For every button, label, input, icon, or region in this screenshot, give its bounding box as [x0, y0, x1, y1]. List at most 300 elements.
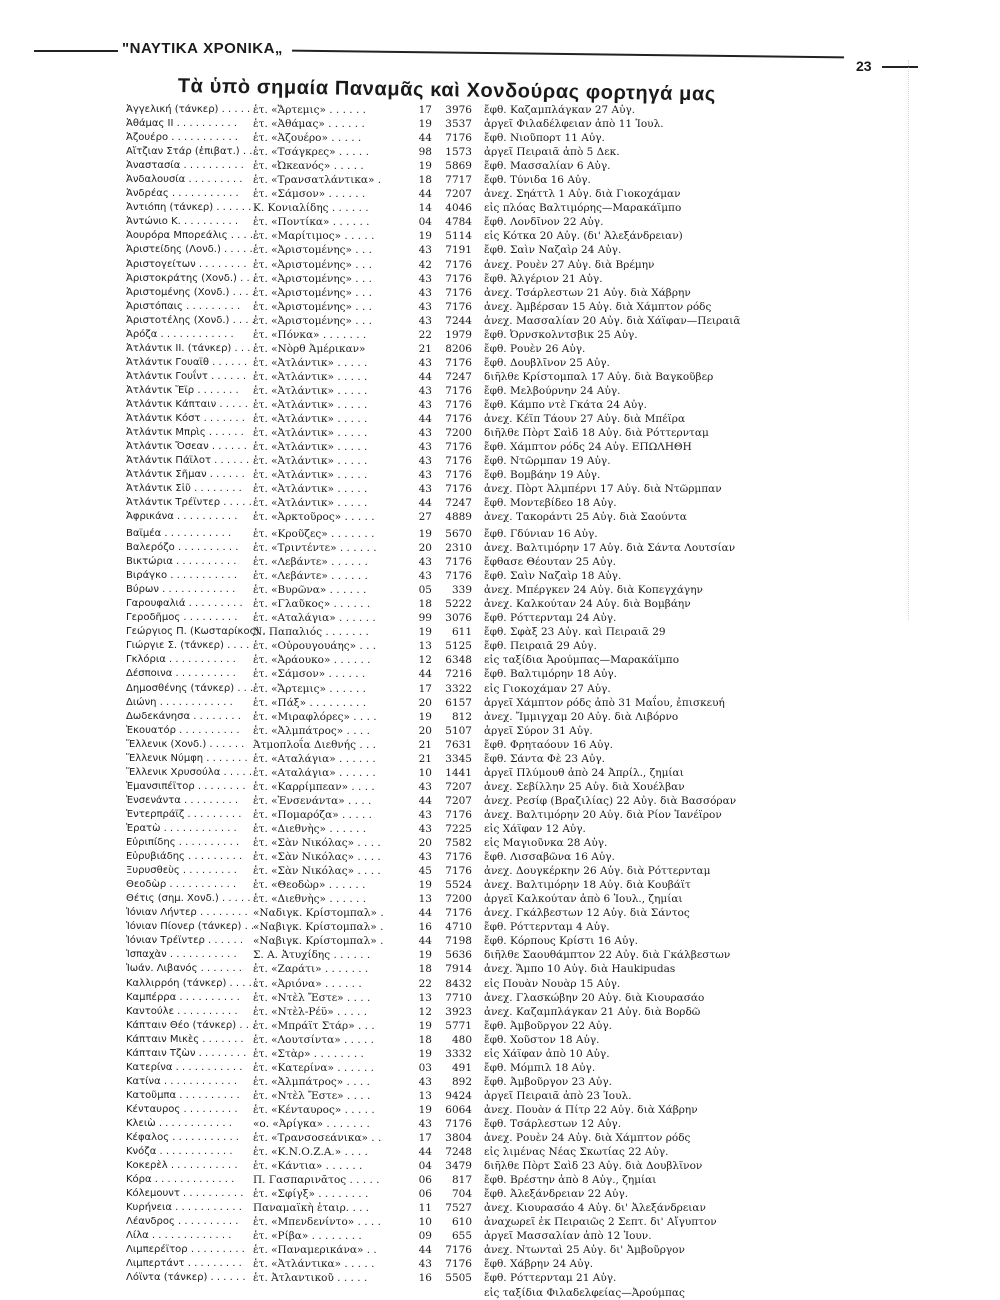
vessel-tonnage: 892 [451, 1075, 472, 1088]
vessel-status: ἔφθ. Σαὶν Ναζαὶρ 24 Αὐγ. [484, 244, 622, 257]
vessel-built: 43 [418, 427, 432, 440]
vessel-tonnage: 817 [451, 1174, 472, 1187]
vessel-row [0, 426, 1000, 440]
vessel-name: Λιμπερέϊτορ . . . . . . . . . [126, 1244, 245, 1256]
vessel-status: ἔφθ. Κάμπο ντὲ Γκάτα 24 Αὐγ. [484, 398, 647, 411]
vessel-status: ἔφθ. Πειραιᾶ 29 Αὐγ. [484, 640, 597, 653]
vessel-owner: ἑτ. «Ἀτλάντικ» . . . . . [253, 441, 368, 454]
vessel-row [0, 1061, 1000, 1075]
vessel-built: 45 [418, 865, 432, 878]
vessel-row [0, 328, 1000, 342]
vessel-name: Ἀτλάντικ Κόστ . . . . . . . [126, 413, 245, 425]
vessel-built: 04 [418, 216, 432, 229]
vessel-row [0, 934, 1000, 948]
vessel-built: 43 [418, 272, 432, 285]
vessel-built: 43 [418, 1117, 432, 1130]
vessel-tonnage: 4784 [445, 216, 472, 229]
vessel-status: ἔφθ. Σαὶν Ναζαὶρ 18 Αὐγ. [484, 570, 622, 583]
vessel-built: 19 [418, 949, 432, 962]
vessel-name: Κοκερὲλ . . . . . . . . . . . [126, 1160, 238, 1172]
vessel-name: Αἴτζιαν Στάρ (ἐπιβατ.) . . . [126, 146, 259, 158]
vessel-built: 43 [418, 469, 432, 482]
vessel-tonnage: 7198 [445, 935, 472, 948]
vessel-tonnage: 4710 [445, 921, 472, 934]
vessel-name: Καντούλε . . . . . . . . . . [126, 1005, 238, 1017]
vessel-row [0, 258, 1000, 272]
vessel-tonnage: 5869 [445, 160, 472, 173]
vessel-built: 43 [418, 356, 432, 369]
vessel-tonnage: 3804 [445, 1132, 472, 1145]
vessel-row [0, 569, 1000, 583]
vessel-owner: ἑτ. «Ἀτλάντικ» . . . . . [253, 497, 368, 510]
vessel-owner: ἑτ. «Ἀτλάντικ» . . . . . [253, 413, 368, 426]
vessel-tonnage: 7176 [445, 441, 472, 454]
vessel-status: ἔφθ. Ἀλγέριον 21 Αὐγ. [484, 272, 603, 285]
vessel-owner: ἑτ. «Ἐνσενάντα» . . . . [253, 794, 372, 807]
vessel-tonnage: 5222 [445, 598, 472, 611]
vessel-status: ἀργεῖ Πειραιᾶ ἀπὸ 5 Δεκ. [484, 146, 620, 159]
vessel-status: ἔφθ. Τύνιδα 16 Αὐγ. [484, 174, 591, 187]
vessel-status: εἰς Κότκα 20 Αὐγ. (δι' Ἀλεξάνδρειαν) [484, 230, 683, 243]
vessel-built: 43 [418, 244, 432, 257]
vessel-tonnage: 1573 [445, 146, 472, 159]
vessel-built: 44 [418, 1244, 432, 1257]
vessel-row [0, 962, 1000, 976]
vessel-status: ἔφθ. Ρόττερνταμ 21 Αὐγ. [484, 1272, 617, 1285]
vessel-row [0, 1033, 1000, 1047]
vessel-tonnage: 480 [451, 1033, 472, 1046]
vessel-name: Θέτις (σημ. Χονδ.) . . . . . [126, 893, 251, 905]
vessel-name: Δημοσθένης (τάνκερ) . . . [126, 682, 254, 694]
vessel-tonnage: 7176 [445, 1258, 472, 1271]
vessel-status: ἔφθ. Χοῦστον 18 Αὐγ. [484, 1033, 600, 1046]
vessel-status: ἀργεῖ Καλκούταν ἀπὸ 6 Ἰουλ., ζημίαι [484, 893, 683, 906]
vessel-tonnage: 7710 [445, 991, 472, 1004]
vessel-owner: ἑτ. «Τρανσοσεάνικα» . . [253, 1132, 382, 1145]
vessel-built: 44 [418, 413, 432, 426]
vessel-tonnage: 7717 [445, 174, 472, 187]
vessel-row [0, 370, 1000, 384]
vessel-status: διῆλθε Σαουθάμπτον 22 Αὐγ. διὰ Γκάλβεστων [484, 949, 731, 962]
vessel-status: ἔφθ. Ρόττερνταμ 24 Αὐγ. [484, 612, 617, 625]
vessel-name: Κάπταιν Μικὲς . . . . . . . [126, 1033, 244, 1045]
vessel-name: Ἀριστείδης (Λονδ.) . . . . . [126, 244, 253, 256]
vessel-name: Ἐκουατόρ . . . . . . . . . . [126, 724, 240, 736]
vessel-built: 18 [418, 1033, 432, 1046]
vessel-status: ἀνεχ. Καλκούταν 24 Αὐγ. διὰ Βομβάην [484, 598, 691, 611]
vessel-owner: ἑτ. «Ἀτλάντικ» . . . . . [253, 370, 368, 383]
vessel-owner: ἑτ. «Ντὲλ Ἔστε» . . . . [253, 1089, 371, 1102]
vessel-owner: ἑτ. «Ἀτλάντικα» . . . . . [253, 1258, 375, 1271]
vessel-built: 43 [418, 780, 432, 793]
vessel-name: Λέανδρος . . . . . . . . . . [126, 1216, 239, 1228]
vessel-tonnage: 7176 [445, 907, 472, 920]
vessel-tonnage: 7200 [445, 427, 472, 440]
vessel-tonnage: 5114 [445, 230, 472, 243]
vessel-tonnage: 3332 [445, 1047, 472, 1060]
vessel-row [0, 1005, 1000, 1019]
vessel-row [0, 187, 1000, 201]
vessel-row [0, 482, 1000, 496]
vessel-built: 19 [418, 1103, 432, 1116]
vessel-row [0, 611, 1000, 625]
vessel-status: ἔφθ. Τσάρλεστων 12 Αὐγ. [484, 1117, 622, 1130]
vessel-status: ἀνεχ. Δουγκέρκην 26 Αὐγ. διὰ Ρόττερνταμ [484, 865, 711, 878]
vessel-tonnage: 7176 [445, 865, 472, 878]
vessel-tonnage: 7176 [445, 132, 472, 145]
vessel-row [0, 808, 1000, 822]
vessel-status: ἀνεχ. Βαλτιμόρην 18 Αὐγ. διὰ Κουβάϊτ [484, 879, 691, 892]
header-rule-mid [292, 50, 844, 59]
vessel-row [0, 496, 1000, 510]
vessel-name: Ἰόνιαν Λήντερ . . . . . . . . [126, 907, 248, 919]
vessel-built: 43 [418, 808, 432, 821]
vessel-tonnage: 7176 [445, 356, 472, 369]
vessel-status: ἀνεχ. Μπέργκεν 24 Αὐγ. διὰ Κοπεγχάγην [484, 584, 703, 597]
vessel-status: ἀνεχ. Κέϊπ Τάουν 27 Αὐγ. διὰ Μπέϊρα [484, 413, 686, 426]
vessel-built: 27 [418, 511, 432, 524]
vessel-status: ἀνεχ. Τακοράντι 25 Αὐγ. διὰ Σαούντα [484, 511, 687, 524]
vessel-built: 22 [418, 977, 432, 990]
vessel-built: 43 [418, 398, 432, 411]
vessel-status: ἔφθ. Ἀλεξάνδρειαν 22 Αὐγ. [484, 1188, 629, 1201]
vessel-tonnage: 7176 [445, 455, 472, 468]
vessel-tonnage: 7527 [445, 1202, 472, 1215]
vessel-built: 44 [418, 1146, 432, 1159]
vessel-status: διῆλθε Πὸρτ Σαὶδ 18 Αὐγ. διὰ Ρόττερνταμ [484, 427, 709, 440]
vessel-status: εἰς Μαγιοῦνκα 28 Αὐγ. [484, 837, 608, 850]
vessel-name: Λίλα . . . . . . . . . . . . . [126, 1230, 232, 1242]
vessel-name: Ἕλλενικ Χρυσούλα . . . . . [126, 766, 253, 778]
vessel-list-b [0, 527, 1000, 1300]
vessel-owner: ἑτ. «Αταλάγια» . . . . . . [253, 612, 376, 625]
vessel-built: 21 [418, 342, 432, 355]
vessel-status: ἀργεῖ Φιλαδέλφειαν ἀπὸ 11 Ἰουλ. [484, 118, 664, 131]
vessel-built: 44 [418, 794, 432, 807]
vessel-name: Γαρουφαλιά . . . . . . . . . [126, 598, 243, 610]
vessel-owner: ἑτ. «Ἀτλάντικ» . . . . . [253, 483, 368, 496]
vessel-tonnage: 5125 [445, 640, 472, 653]
vessel-owner: ἑτ. «Σάμσον» . . . . . . [253, 668, 366, 681]
vessel-tonnage: 339 [451, 584, 472, 597]
vessel-status: ἔφθ. Βρέστην ἀπὸ 8 Αὐγ., ζημίαι [484, 1174, 657, 1187]
vessel-built: 43 [418, 851, 432, 864]
vessel-row [0, 384, 1000, 398]
vessel-tonnage: 812 [451, 710, 472, 723]
vessel-status: ἔφθ. Λισσαβῶνα 16 Αὐγ. [484, 851, 615, 864]
vessel-owner: ἑτ. «Σὰν Νικόλας» . . . . [253, 837, 381, 850]
vessel-owner: ἑτ. «Ἄρτεμις» . . . . . . [253, 104, 366, 116]
vessel-owner: ἑτ. «Ἀριστομένης» . . . [253, 300, 372, 313]
vessel-owner: ἑτ. «Αταλάγια» . . . . . . [253, 766, 376, 779]
vessel-status: ἔφθ. Λονδῖνον 22 Αὐγ. [484, 216, 604, 229]
vessel-name: Ἀριστοκράτης (Χονδ.) . . . [126, 272, 257, 284]
vessel-name: Ἀζουέρο . . . . . . . . . . . [126, 132, 238, 144]
vessel-name: Γεροδῆμος . . . . . . . . . [126, 612, 238, 624]
vessel-name: Ἀρόζα . . . . . . . . . . . . [126, 328, 234, 340]
vessel-tonnage: 491 [451, 1061, 472, 1074]
vessel-status: ἀνεχ. Τσάρλεστων 21 Αὐγ. διὰ Χάβρην [484, 286, 691, 299]
vessel-tonnage: 9424 [445, 1089, 472, 1102]
vessel-tonnage: 4046 [445, 202, 472, 215]
vessel-row [0, 1201, 1000, 1215]
vessel-owner: ἑτ. «Ἀριστομένης» . . . [253, 314, 372, 327]
vessel-row [0, 653, 1000, 667]
vessel-owner: ἑτ. «Τσάγκρες» . . . . . [253, 146, 369, 159]
vessel-owner: ἑτ. «Κροῦζες» . . . . . . . [253, 528, 375, 540]
vessel-row [0, 103, 1000, 117]
vessel-row [0, 850, 1000, 864]
vessel-name: Ἀριστομένης (Χονδ.) . . . . [126, 286, 255, 298]
vessel-owner: ἑτ. «Τρανσατλάντικα» . [253, 174, 382, 187]
vessel-tonnage: 7191 [445, 244, 472, 257]
vessel-name: Εὐρυβιάδης . . . . . . . . . [126, 851, 243, 863]
vessel-tonnage: 3479 [445, 1160, 472, 1173]
vessel-owner: ἑτ. «Ἀριστομένης» . . . [253, 258, 372, 271]
page-title: Τὰ ὑπὸ σημαία Παναμᾶς καὶ Χονδούρας φορτηγά μας [177, 75, 716, 106]
vessel-name: Ἐντερπράϊζ . . . . . . . . . [126, 808, 242, 820]
vessel-name: Κλειὼ . . . . . . . . . . . . [126, 1117, 232, 1129]
vessel-list-a [0, 103, 1000, 524]
vessel-owner: Σ. Α. Ἀτυχίδης . . . . . . [253, 949, 371, 962]
vessel-name: Βαλερόζο . . . . . . . . . . [126, 542, 239, 554]
vessel-owner: ἑτ. «Ἀλμπάτρος» . . . . [253, 1075, 370, 1088]
vessel-tonnage: 7247 [445, 370, 472, 383]
vessel-owner: Κ. Κονιαλίδης . . . . . . [253, 202, 369, 215]
vessel-built: 10 [418, 766, 432, 779]
vessel-built: 22 [418, 328, 432, 341]
vessel-row [0, 440, 1000, 454]
vessel-owner: ἑτ. «Λουτσίντα» . . . . . [253, 1033, 375, 1046]
vessel-name: Κέφαλος . . . . . . . . . . . [126, 1132, 239, 1144]
vessel-owner: «Ναβιγκ. Κρίστομπαλ» . [253, 921, 384, 934]
vessel-status: εἰς ταξίδια Φιλαδελφείας—Ἀρούμπας [484, 1286, 685, 1299]
vessel-built: 43 [418, 1075, 432, 1088]
vessel-row [0, 864, 1000, 878]
vessel-owner: ἑτ. «Παναμερικάνα» . . [253, 1244, 377, 1257]
vessel-name: Καλλιρρόη (τάνκερ) . . . . . [126, 977, 259, 989]
vessel-built: 43 [418, 1258, 432, 1271]
vessel-status: ἀνεχ. Βαλτιμόρην 17 Αὐγ. διὰ Σάντα Λουτσίαν [484, 542, 736, 555]
vessel-row [0, 724, 1000, 738]
vessel-tonnage: 6157 [445, 696, 472, 709]
vessel-name: Βαϊμέα . . . . . . . . . . . [126, 528, 232, 539]
vessel-row [0, 131, 1000, 145]
vessel-tonnage: 6064 [445, 1103, 472, 1116]
vessel-tonnage: 5505 [445, 1272, 472, 1285]
vessel-row [0, 1286, 1000, 1300]
vessel-tonnage: 7176 [445, 1117, 472, 1130]
vessel-owner: «Ναβιγκ. Κρίστομπαλ» . [253, 935, 384, 948]
vessel-status: ἔφθ. Ρουὲν 26 Αὐγ. [484, 342, 586, 355]
vessel-built: 44 [418, 497, 432, 510]
vessel-row [0, 1271, 1000, 1285]
vessel-row [0, 667, 1000, 681]
vessel-tonnage: 704 [451, 1188, 472, 1201]
vessel-name: Ἀτλάντικ Ὄσεαν . . . . . . [126, 441, 247, 453]
vessel-tonnage: 2310 [445, 542, 472, 555]
vessel-name: Ἀτλάντικ Σἰῦ . . . . . . . . [126, 483, 242, 495]
vessel-row [0, 159, 1000, 173]
vessel-owner: ἑτ. «Διεθνὴς» . . . . . . [253, 893, 367, 906]
vessel-status: ἀνεχ. Ἄμπο 10 Αὐγ. διὰ Haukipudas [484, 963, 676, 976]
vessel-tonnage: 7207 [445, 794, 472, 807]
vessel-tonnage: 7176 [445, 286, 472, 299]
vessel-built: 19 [418, 118, 432, 131]
vessel-tonnage: 7248 [445, 1146, 472, 1159]
vessel-tonnage: 7216 [445, 668, 472, 681]
vessel-owner: ἑτ. «Λεβάντε» . . . . . . [253, 556, 368, 569]
vessel-status: διῆλθε Πὸρτ Σαὶδ 23 Αὐγ. διὰ Δουβλῖνον [484, 1160, 703, 1173]
vessel-status: ἀνεχ. Κιουρασάο 4 Αὐγ. δι' Ἀλεξάνδρειαν [484, 1202, 706, 1215]
vessel-built: 09 [418, 1230, 432, 1243]
vessel-name: Ἀτλάντικ Γουΐντ . . . . . . [126, 370, 247, 382]
vessel-built: 18 [418, 963, 432, 976]
vessel-status: ἔφθ. Νιοῦπορτ 11 Αὐγ. [484, 132, 605, 145]
vessel-built: 20 [418, 837, 432, 850]
vessel-row [0, 286, 1000, 300]
vessel-name: Ἐνσενάντα . . . . . . . . . [126, 794, 239, 806]
vessel-tonnage: 611 [451, 626, 472, 639]
vessel-built: 44 [418, 370, 432, 383]
vessel-owner: ἑτ. «Ρίβα» . . . . . . . . [253, 1230, 362, 1243]
vessel-row [0, 1047, 1000, 1061]
vessel-owner: ἑτ. «Ποντίκα» . . . . . . [253, 216, 370, 229]
vessel-owner: ἑτ. «Ὠκεανός» . . . . . [253, 160, 364, 173]
vessel-status: εἰς λιμένας Νέας Σκωτίας 22 Αὐγ. [484, 1146, 669, 1159]
vessel-status: ἀνεχ. Ἴμμιγχαμ 20 Αὐγ. διὰ Λιβόρνο [484, 710, 679, 723]
vessel-row [0, 639, 1000, 653]
vessel-owner: ἑτ. «Ἀριόνα» . . . . . . [253, 977, 362, 990]
vessel-status: ἀνεχ. Ρουὲν 24 Αὐγ. διὰ Χάμπτον ρόδς [484, 1132, 691, 1145]
vessel-built: 17 [418, 104, 432, 116]
vessel-name: Λόϊντα (τάνκερ) . . . . . . [126, 1272, 246, 1284]
vessel-name: Κάπταιν Τζὼν . . . . . . . . [126, 1047, 247, 1059]
vessel-owner: ἑτ. «Ἄρτεμις» . . . . . . [253, 682, 366, 695]
vessel-status: ἀργεῖ Χάμπτον ρόδς ἀπὸ 31 Μαΐου, ἐπισκευή [484, 696, 725, 709]
page-number: 23 [856, 58, 872, 74]
vessel-built: 43 [418, 384, 432, 397]
vessel-row [0, 794, 1000, 808]
vessel-row [0, 836, 1000, 850]
vessel-status: ἔφθ. Μασσαλίαν 6 Αὐγ. [484, 160, 611, 173]
vessel-owner: ἑτ. «Κ.Ν.Ο.Ζ.Α.» . . . . [253, 1146, 368, 1159]
vessel-owner: ἑτ. «Ἀτλάντικ» . . . . . [253, 469, 368, 482]
vessel-built: 03 [418, 1061, 432, 1074]
vessel-status: ἔφθ. Χάμπτον ρόδς 24 Αὐγ. ΕΠΩΛΗΘΗ [484, 441, 692, 454]
vessel-built: 17 [418, 682, 432, 695]
vessel-status: ἔφθ. Ἀμβοῦργον 22 Αὐγ. [484, 1019, 612, 1032]
vessel-tonnage: 3976 [445, 104, 472, 116]
vessel-status: ἀνεχ. Σηάττλ 1 Αὐγ. διὰ Γιοκοχάμαν [484, 188, 681, 201]
vessel-owner: ἑτ. «Σὰν Νικόλας» . . . . [253, 865, 381, 878]
vessel-built: 19 [418, 528, 432, 540]
header-rule-left [34, 50, 118, 52]
vessel-status: ἔφθ. Μόμπιλ 18 Αὐγ. [484, 1061, 596, 1074]
vessel-row [0, 892, 1000, 906]
vessel-status: ἀνεχ. Ντωνταὶ 25 Αὐγ. δι' Ἀμβοῦργον [484, 1244, 685, 1257]
vessel-status: ἔφθ. Χάβρην 24 Αὐγ. [484, 1258, 594, 1271]
vessel-owner: ἑτ. «Πάξ» . . . . . . . . . [253, 696, 367, 709]
vessel-tonnage: 7176 [445, 808, 472, 821]
vessel-built: 43 [418, 483, 432, 496]
vessel-row [0, 412, 1000, 426]
vessel-status: ἀργεῖ Πλύμουθ ἀπὸ 24 Ἀπρίλ., ζημίαι [484, 766, 684, 779]
vessel-row [0, 991, 1000, 1005]
vessel-status: ἔφθ. Ἀμβοῦργον 23 Αὐγ. [484, 1075, 612, 1088]
vessel-tonnage: 3923 [445, 1005, 472, 1018]
vessel-row [0, 117, 1000, 131]
vessel-owner: ἑτ. «Κατερίνα» . . . . . . [253, 1061, 374, 1074]
vessel-owner: ἑτ. «Νὸρθ Ἀμέρικαν» [253, 342, 366, 355]
vessel-name: Κατερίνα . . . . . . . . . . . [126, 1061, 243, 1073]
vessel-owner: ἑτ. «Αταλάγια» . . . . . . [253, 752, 376, 765]
vessel-name: Ἀνδαλουσία . . . . . . . . . [126, 174, 243, 186]
vessel-status: εἰς Γιοκοχάμαν 27 Αὐγ. [484, 682, 611, 695]
vessel-tonnage: 8206 [445, 342, 472, 355]
vessel-built: 20 [418, 696, 432, 709]
vessel-owner: ἑτ. «Σφίγξ» . . . . . . . . [253, 1188, 369, 1201]
vessel-built: 14 [418, 202, 432, 215]
vessel-status: εἰς Πουὰν Νουὰρ 15 Αὐγ. [484, 977, 621, 990]
vessel-built: 43 [418, 300, 432, 313]
vessel-owner: ἑτ. Ἀτλαντικοῦ . . . . . [253, 1272, 368, 1285]
vessel-row [0, 906, 1000, 920]
vessel-name: Ἀτλάντικ Γουαϊθ . . . . . . [126, 356, 248, 368]
vessel-status: ἀνεχ. Ἀμβέρσαν 15 Αὐγ. διὰ Χάμπτον ρόδς [484, 300, 712, 313]
vessel-built: 19 [418, 710, 432, 723]
vessel-tonnage: 8432 [445, 977, 472, 990]
vessel-status: ἀνεχ. Καζαμπλάγκαν 21 Αὐγ. διὰ Βορδῶ [484, 1005, 701, 1018]
vessel-tonnage: 5524 [445, 879, 472, 892]
vessel-row [0, 300, 1000, 314]
vessel-tonnage: 7631 [445, 738, 472, 751]
vessel-row [0, 682, 1000, 696]
vessel-row [0, 878, 1000, 892]
vessel-status: ἀνεχ. Ρεσίφ (Βραζιλίας) 22 Αὐγ. διὰ Βασσόραν [484, 794, 737, 807]
vessel-owner: ἑτ. «Λεβάντε» . . . . . . [253, 570, 368, 583]
vessel-built: 10 [418, 1216, 432, 1229]
vessel-name: Ἐμανσιπέϊτορ . . . . . . . . [126, 780, 246, 792]
vessel-built: 43 [418, 314, 432, 327]
vessel-built: 43 [418, 822, 432, 835]
vessel-name: Κένταυρος . . . . . . . . . [126, 1103, 238, 1115]
vessel-built: 06 [418, 1188, 432, 1201]
vessel-owner: Ν. Παπαλιός . . . . . . . [253, 626, 369, 639]
vessel-built: 99 [418, 612, 432, 625]
vessel-name: Ἀτλάντικ Ἔϊρ . . . . . . . [126, 384, 239, 396]
vessel-owner: ἑτ. «Ἀθάμας» . . . . . . [253, 118, 365, 131]
vessel-owner: ἑτ. «Καρρίμπεαν» . . . . [253, 780, 375, 793]
vessel-owner: ἑτ. «Σὰν Νικόλας» . . . . [253, 851, 381, 864]
vessel-row [0, 710, 1000, 724]
vessel-name: Ἀουρόρα Μπορεάλις . . . . . [126, 230, 260, 242]
vessel-tonnage: 6348 [445, 654, 472, 667]
vessel-row [0, 583, 1000, 597]
vessel-built: 98 [418, 146, 432, 159]
vessel-name: Ἀναστασία . . . . . . . . . . [126, 160, 244, 172]
vessel-tonnage: 7176 [445, 413, 472, 426]
vessel-built: 44 [418, 188, 432, 201]
vessel-owner: ἑτ. «Κένταυρος» . . . . . [253, 1103, 375, 1116]
vessel-name: Γεώργιος Π. (Κωσταρίκος) . [126, 626, 266, 638]
vessel-row [0, 342, 1000, 356]
vessel-status: εἰς πλόας Βαλτιμόρης—Μαρακάϊμπο [484, 202, 682, 215]
vessel-built: 16 [418, 1272, 432, 1285]
vessel-status: ἀνεχ. Γλασκώβην 20 Αὐγ. διὰ Κιουρασάο [484, 991, 705, 1004]
vessel-built: 44 [418, 132, 432, 145]
vessel-status: ἀργεῖ Μασσαλίαν ἀπὸ 12 Ἰουν. [484, 1230, 652, 1243]
